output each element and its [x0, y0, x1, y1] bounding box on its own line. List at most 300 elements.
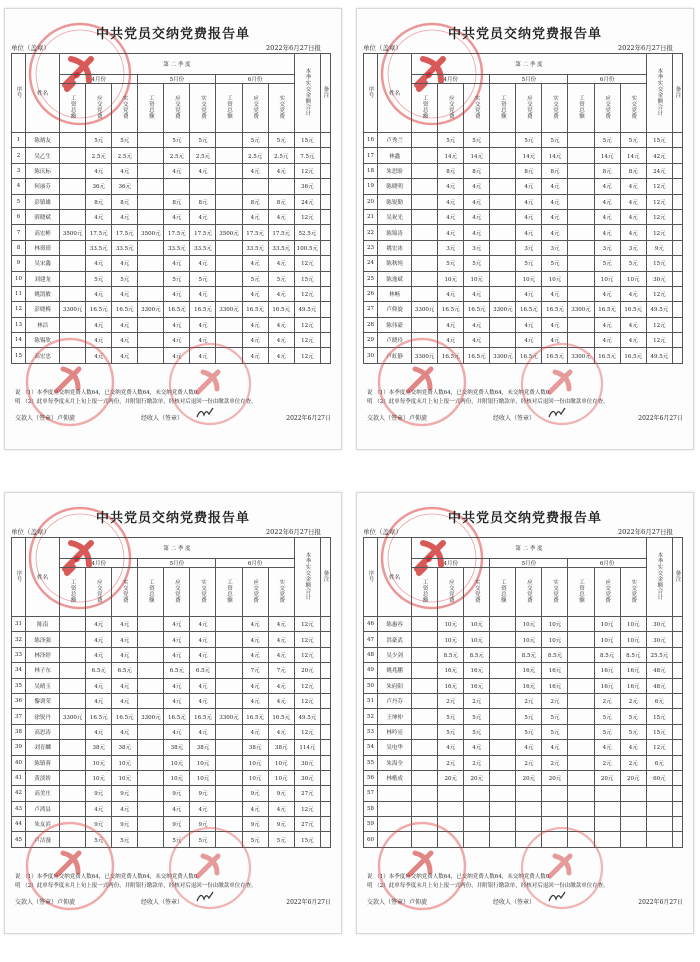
amount-cell: 4元 — [464, 333, 490, 348]
receiver-signature: 经收人（签章） — [493, 899, 536, 906]
table-body — [12, 133, 331, 364]
amount-cell: 10元 — [620, 271, 646, 286]
amount-cell: 14元 — [542, 148, 568, 163]
amount-cell: 8元 — [268, 194, 294, 209]
amount-cell — [490, 225, 516, 240]
seq-cell: 59 — [364, 817, 378, 832]
amount-cell — [60, 755, 86, 770]
note-line: 明 （2）此单每季度末月上旬上报一式两份，并附银行缴款单，经核对后退回一份由缴款单位存查。 — [15, 399, 257, 405]
amount-cell: 16.5元 — [516, 348, 542, 363]
seq-cell: 27 — [364, 302, 378, 317]
amount-cell: 2.5元 — [112, 148, 138, 163]
amount-cell: 16元 — [464, 663, 490, 678]
remark-cell — [672, 271, 682, 286]
table-row — [364, 179, 683, 194]
name-cell: 朱海全 — [378, 755, 412, 770]
amount-cell — [60, 271, 86, 286]
amount-cell: 4元 — [268, 163, 294, 178]
amount-cell — [490, 709, 516, 724]
seq-cell: 18 — [364, 163, 378, 178]
amount-cell — [138, 194, 164, 209]
amount-cell — [568, 271, 594, 286]
amount-cell: 4元 — [86, 317, 112, 332]
amount-cell — [568, 632, 594, 647]
amount-cell: 38元 — [190, 740, 216, 755]
amount-cell: 4元 — [268, 333, 294, 348]
amount-cell: 8元 — [542, 163, 568, 178]
total-cell: 6元 — [646, 755, 672, 770]
amount-cell: 16.5元 — [542, 302, 568, 317]
amount-cell: 4元 — [594, 194, 620, 209]
amount-cell: 4元 — [164, 632, 190, 647]
amount-cell: 10元 — [268, 755, 294, 770]
amount-cell: 4元 — [438, 740, 464, 755]
footer-date: 2022年6月27日 — [638, 415, 683, 422]
amount-cell: 4元 — [620, 286, 646, 301]
amount-cell: 4元 — [242, 632, 268, 647]
amount-cell — [60, 179, 86, 194]
unit-label: 单位（盖章） — [363, 528, 402, 536]
month-header: 5月份 — [138, 559, 216, 568]
remark-cell — [672, 709, 682, 724]
amount-cell — [568, 770, 594, 785]
amount-cell: 16元 — [594, 678, 620, 693]
amount-cell — [216, 678, 242, 693]
remark-cell — [320, 786, 330, 801]
amount-cell — [438, 786, 464, 801]
table-row — [364, 194, 683, 209]
amount-cell: 4元 — [268, 724, 294, 739]
seq-cell: 20 — [364, 194, 378, 209]
payer-signature: 交款人（签章）卢仰旋 — [367, 899, 428, 906]
seq-cell: 53 — [364, 724, 378, 739]
unit-label: 单位（盖章） — [11, 44, 50, 52]
amount-cell: 4元 — [542, 194, 568, 209]
remark-cell — [320, 693, 330, 708]
total-cell: 12元 — [294, 678, 320, 693]
report-title: 中共党员交纳党费报告单 — [447, 511, 602, 526]
amount-cell — [490, 724, 516, 739]
amount-cell: 33.5元 — [190, 240, 216, 255]
amount-cell — [490, 693, 516, 708]
remark-cell — [672, 801, 682, 816]
remark-cell — [320, 225, 330, 240]
amount-cell: 14元 — [516, 148, 542, 163]
amount-cell — [216, 317, 242, 332]
amount-cell: 4元 — [542, 286, 568, 301]
amount-cell: 4元 — [112, 163, 138, 178]
total-header: 本季实交金额合计 — [646, 538, 672, 617]
amount-cell: 5元 — [594, 709, 620, 724]
amount-cell: 10元 — [516, 271, 542, 286]
amount-cell: 14元 — [464, 148, 490, 163]
total-cell: 12元 — [294, 286, 320, 301]
remark-cell — [320, 617, 330, 632]
amount-cell: 10元 — [164, 770, 190, 785]
unit-label: 单位（盖章） — [363, 44, 402, 52]
payer-signature: 交款人（签章）卢仰旋 — [367, 415, 428, 422]
total-header: 本季实交金额合计 — [294, 54, 320, 133]
total-cell: 48元 — [646, 678, 672, 693]
amount-cell: 5元 — [516, 256, 542, 271]
amount-cell — [568, 724, 594, 739]
payer-signature: 交款人（签章）卢仰旋 — [15, 415, 76, 422]
amount-cell — [216, 786, 242, 801]
seq-cell: 41 — [12, 770, 26, 785]
amount-cell: 3300元 — [60, 709, 86, 724]
amount-cell — [138, 755, 164, 770]
amount-cell: 3300元 — [412, 348, 438, 363]
amount-cell: 4元 — [164, 801, 190, 816]
amount-cell: 4元 — [112, 678, 138, 693]
amount-cell: 17.5元 — [190, 225, 216, 240]
name-cell: 吴少剑 — [378, 647, 412, 662]
amount-cell — [568, 801, 594, 816]
table-row — [364, 740, 683, 755]
amount-cell — [490, 256, 516, 271]
amount-cell: 8元 — [516, 163, 542, 178]
amount-cell — [490, 786, 516, 801]
name-cell: 高宏彬 — [26, 225, 60, 240]
amount-cell — [60, 133, 86, 148]
table-row — [364, 647, 683, 662]
amount-cell — [568, 755, 594, 770]
amount-cell: 5元 — [112, 133, 138, 148]
name-cell: 黄淡娇 — [26, 770, 60, 785]
amount-cell — [60, 317, 86, 332]
total-cell: 15元 — [646, 133, 672, 148]
amount-cell — [60, 678, 86, 693]
amount-cell: 4元 — [112, 348, 138, 363]
total-cell: 7.5元 — [294, 148, 320, 163]
quarter-header: 第 二 季 度 — [412, 538, 647, 559]
table-row — [12, 256, 331, 271]
amount-cell: 4元 — [112, 724, 138, 739]
amount-cell — [138, 271, 164, 286]
amount-cell: 16元 — [620, 678, 646, 693]
amount-cell: 4元 — [438, 225, 464, 240]
name-cell: 朱思盼 — [378, 163, 412, 178]
amount-cell: 5元 — [438, 133, 464, 148]
seq-cell: 19 — [364, 179, 378, 194]
seq-cell: 2 — [12, 148, 26, 163]
amount-cell: 38元 — [268, 740, 294, 755]
amount-cell — [568, 148, 594, 163]
amount-cell: 16.5元 — [86, 302, 112, 317]
remark-cell — [320, 755, 330, 770]
table-row — [12, 209, 331, 224]
amount-cell: 4元 — [112, 647, 138, 662]
seq-cell: 6 — [12, 209, 26, 224]
remark-cell — [672, 194, 682, 209]
amount-cell: 4元 — [620, 179, 646, 194]
note-line: 说 （1）本季度应交纳党费人数64，已交纳党费人数64，未交纳党费人数0。 — [15, 390, 203, 396]
amount-cell: 10元 — [620, 632, 646, 647]
total-cell: 9元 — [646, 240, 672, 255]
amount-cell: 4元 — [190, 163, 216, 178]
name-cell: 高美庄 — [26, 786, 60, 801]
amount-cell: 4元 — [242, 678, 268, 693]
total-cell: 12元 — [646, 740, 672, 755]
unit-label: 单位（盖章） — [11, 528, 50, 536]
amount-cell: 9元 — [190, 817, 216, 832]
name-cell: 彭晓梅 — [26, 302, 60, 317]
seq-cell: 17 — [364, 148, 378, 163]
amount-cell: 4元 — [86, 163, 112, 178]
month-header: 6月份 — [568, 75, 646, 84]
amount-cell: 16.5元 — [86, 709, 112, 724]
table-row — [364, 617, 683, 632]
wage-header: 工资总额 — [216, 84, 242, 133]
amount-cell: 5元 — [268, 133, 294, 148]
amount-cell — [216, 755, 242, 770]
amount-cell: 16.5元 — [268, 302, 294, 317]
amount-cell — [490, 240, 516, 255]
name-cell: 陈锡欣 — [26, 333, 60, 348]
amount-cell: 4元 — [242, 286, 268, 301]
amount-cell: 10元 — [594, 632, 620, 647]
note-line: 明 （2）此单每季度末月上旬上报一式两份，并附银行缴款单，经核对后退回一份由缴款单位存查。 — [367, 399, 609, 405]
amount-cell: 16元 — [620, 663, 646, 678]
amount-cell: 4元 — [516, 194, 542, 209]
amount-cell — [490, 801, 516, 816]
amount-cell — [568, 693, 594, 708]
amount-cell: 2元 — [594, 693, 620, 708]
amount-cell: 3元 — [542, 240, 568, 255]
amount-cell — [490, 317, 516, 332]
amount-cell — [568, 256, 594, 271]
amount-cell: 2元 — [464, 693, 490, 708]
amount-cell: 4元 — [164, 693, 190, 708]
amount-cell: 6.5元 — [190, 663, 216, 678]
remark-cell — [320, 133, 330, 148]
amount-cell: 4元 — [438, 209, 464, 224]
due-header: 应交党费 — [594, 84, 620, 133]
amount-cell: 4元 — [242, 801, 268, 816]
amount-cell — [490, 163, 516, 178]
amount-cell — [60, 163, 86, 178]
total-cell: 12元 — [294, 632, 320, 647]
total-cell: 15元 — [294, 832, 320, 847]
total-cell: 12元 — [646, 333, 672, 348]
name-cell — [378, 786, 412, 801]
handwritten-signature — [547, 405, 567, 421]
amount-cell: 4元 — [268, 617, 294, 632]
amount-cell: 9元 — [86, 786, 112, 801]
total-cell: 36元 — [294, 179, 320, 194]
amount-cell: 4元 — [620, 333, 646, 348]
amount-cell — [412, 693, 438, 708]
amount-cell — [138, 209, 164, 224]
amount-cell — [412, 740, 438, 755]
amount-cell: 2.5元 — [242, 148, 268, 163]
amount-cell: 4元 — [86, 333, 112, 348]
amount-cell — [568, 709, 594, 724]
remark-header: 备注 — [320, 54, 330, 133]
amount-cell: 5元 — [86, 133, 112, 148]
table-row — [12, 770, 331, 785]
amount-cell — [190, 179, 216, 194]
remark-cell — [672, 755, 682, 770]
amount-cell: 2元 — [542, 693, 568, 708]
amount-cell — [412, 801, 438, 816]
table-row — [364, 632, 683, 647]
amount-cell: 4元 — [438, 194, 464, 209]
amount-cell: 5元 — [438, 709, 464, 724]
amount-cell: 4元 — [86, 286, 112, 301]
amount-cell: 20元 — [438, 770, 464, 785]
amount-cell — [412, 194, 438, 209]
amount-cell: 8元 — [190, 194, 216, 209]
amount-cell: 4元 — [242, 647, 268, 662]
amount-cell: 4元 — [594, 286, 620, 301]
total-cell — [646, 786, 672, 801]
seq-cell: 23 — [364, 240, 378, 255]
amount-cell: 14元 — [438, 148, 464, 163]
name-cell: 陈锐勤 — [378, 194, 412, 209]
amount-cell: 4元 — [164, 209, 190, 224]
table-row — [12, 179, 331, 194]
amount-cell: 4元 — [516, 317, 542, 332]
amount-cell — [60, 256, 86, 271]
amount-cell: 7元 — [268, 663, 294, 678]
table-row — [12, 693, 331, 708]
amount-cell: 20元 — [464, 770, 490, 785]
amount-cell: 4元 — [164, 617, 190, 632]
amount-cell: 3300元 — [216, 302, 242, 317]
total-cell: 60元 — [646, 770, 672, 785]
amount-cell: 5元 — [242, 271, 268, 286]
table-row — [364, 271, 683, 286]
due-header: 应交党费 — [164, 84, 190, 133]
amount-cell: 17.5元 — [164, 225, 190, 240]
seq-cell: 50 — [364, 678, 378, 693]
amount-cell — [216, 148, 242, 163]
receiver-signature: 经收人（签章） — [141, 899, 184, 906]
name-cell: 吴祝光 — [378, 209, 412, 224]
amount-cell: 5元 — [164, 133, 190, 148]
amount-cell: 20元 — [542, 770, 568, 785]
wage-header: 工资总额 — [568, 84, 594, 133]
amount-cell: 33.5元 — [86, 240, 112, 255]
amount-cell: 4元 — [542, 225, 568, 240]
amount-cell: 33.5元 — [164, 240, 190, 255]
amount-cell: 9元 — [86, 817, 112, 832]
seq-header: 序号 — [364, 538, 378, 617]
amount-cell: 3元 — [594, 240, 620, 255]
amount-cell: 5元 — [620, 256, 646, 271]
amount-cell: 4元 — [594, 225, 620, 240]
amount-cell: 4元 — [190, 617, 216, 632]
name-cell: 陈镇蓉 — [26, 755, 60, 770]
due-header: 应交党费 — [86, 84, 112, 133]
table-row — [12, 225, 331, 240]
name-cell: 林子东 — [26, 663, 60, 678]
amount-cell: 2.5元 — [190, 148, 216, 163]
remark-cell — [320, 740, 330, 755]
amount-cell: 2元 — [620, 755, 646, 770]
amount-cell: 5元 — [516, 709, 542, 724]
remark-cell — [320, 256, 330, 271]
table-row — [12, 709, 331, 724]
remark-cell — [672, 663, 682, 678]
remark-cell — [320, 317, 330, 332]
remark-cell — [320, 817, 330, 832]
footer-date: 2022年6月27日 — [286, 415, 331, 422]
total-cell — [646, 817, 672, 832]
amount-cell: 4元 — [268, 632, 294, 647]
total-cell: 20元 — [294, 663, 320, 678]
amount-cell: 5元 — [86, 271, 112, 286]
paid-header: 实交党费 — [464, 84, 490, 133]
amount-cell — [620, 801, 646, 816]
amount-cell — [268, 179, 294, 194]
remark-cell — [672, 724, 682, 739]
amount-cell — [568, 209, 594, 224]
amount-cell: 10元 — [268, 770, 294, 785]
amount-cell: 16.5元 — [438, 348, 464, 363]
amount-cell: 5元 — [594, 724, 620, 739]
amount-cell: 5元 — [542, 724, 568, 739]
remark-cell — [672, 240, 682, 255]
footer-date: 2022年6月27日 — [286, 899, 331, 906]
amount-cell: 5元 — [242, 832, 268, 847]
seq-cell: 35 — [12, 678, 26, 693]
table-row — [364, 755, 683, 770]
amount-cell: 4元 — [242, 348, 268, 363]
remark-cell — [320, 148, 330, 163]
seq-cell: 40 — [12, 755, 26, 770]
amount-cell: 16.5元 — [516, 302, 542, 317]
table-row — [12, 148, 331, 163]
amount-cell: 8元 — [112, 194, 138, 209]
amount-cell: 5元 — [438, 256, 464, 271]
amount-cell: 5元 — [542, 256, 568, 271]
name-cell: 刘建龙 — [26, 271, 60, 286]
amount-cell — [138, 617, 164, 632]
remark-cell — [672, 678, 682, 693]
amount-cell — [516, 786, 542, 801]
wage-header: 工资总额 — [490, 84, 516, 133]
seq-cell: 60 — [364, 832, 378, 847]
total-cell: 15元 — [646, 256, 672, 271]
amount-cell: 2元 — [542, 755, 568, 770]
amount-cell — [138, 286, 164, 301]
wage-header: 工资总额 — [60, 568, 86, 617]
amount-cell: 16.5元 — [164, 302, 190, 317]
due-header: 应交党费 — [438, 84, 464, 133]
amount-cell: 2元 — [516, 693, 542, 708]
amount-cell — [216, 617, 242, 632]
amount-cell — [412, 163, 438, 178]
remark-cell — [320, 271, 330, 286]
amount-cell — [568, 663, 594, 678]
amount-cell: 4元 — [190, 678, 216, 693]
amount-cell: 5元 — [164, 832, 190, 847]
amount-cell: 4元 — [164, 163, 190, 178]
seq-cell: 32 — [12, 632, 26, 647]
table-body — [364, 133, 683, 364]
amount-cell: 10元 — [242, 755, 268, 770]
paid-header: 实交党费 — [190, 84, 216, 133]
paid-header: 实交党费 — [542, 84, 568, 133]
amount-cell — [216, 740, 242, 755]
seq-cell: 24 — [364, 256, 378, 271]
amount-cell: 5元 — [464, 724, 490, 739]
wage-header: 工资总额 — [216, 568, 242, 617]
amount-cell: 14元 — [620, 148, 646, 163]
amount-cell — [412, 179, 438, 194]
